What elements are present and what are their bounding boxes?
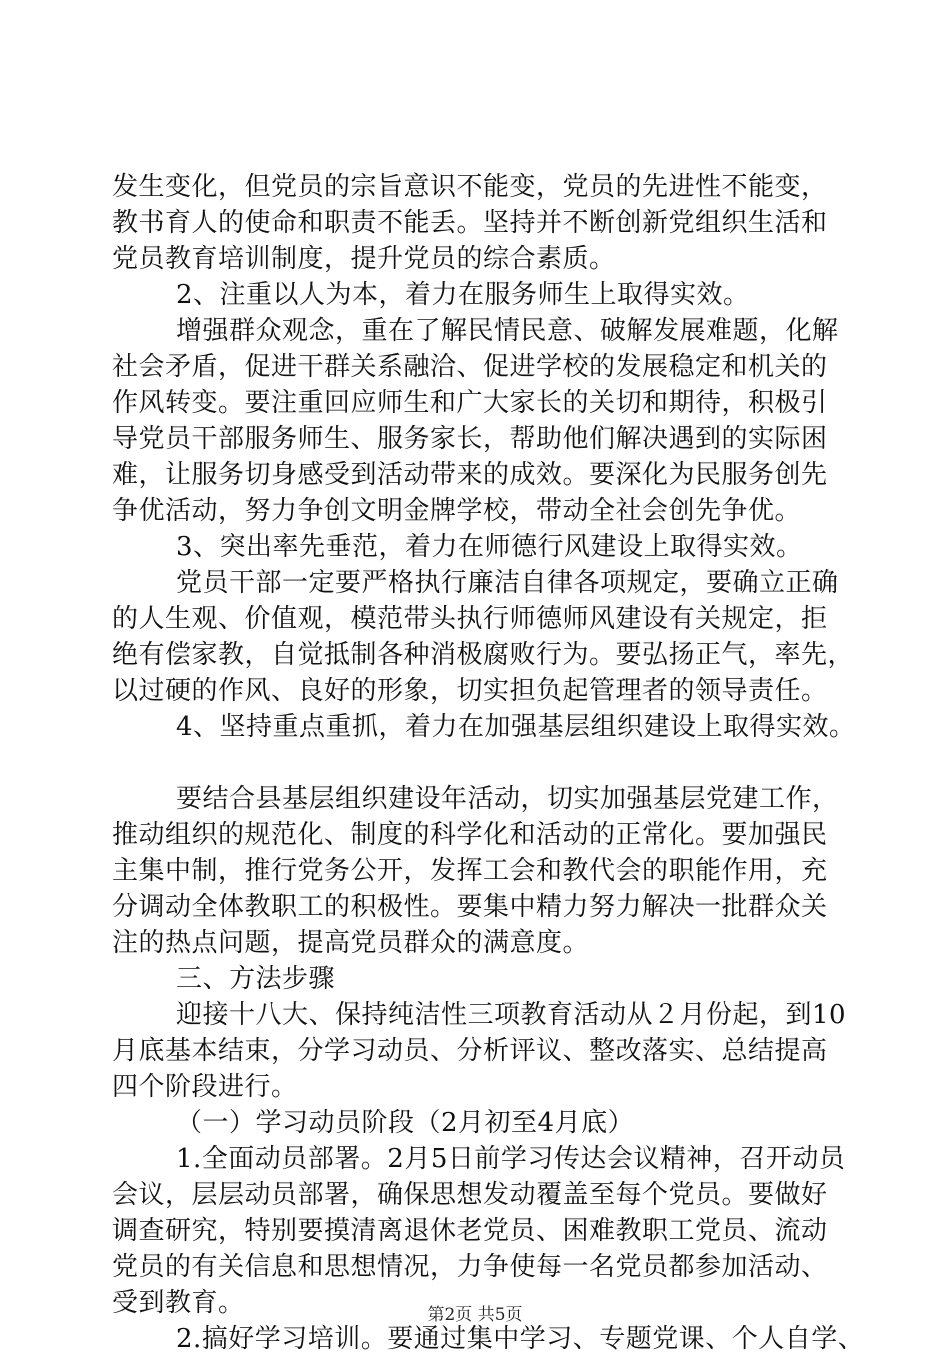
paragraph-line: 要结合县基层组织建设年活动，切实加强基层党建工作，: [176, 784, 839, 814]
paragraph-line: 调查研究，特别要摸清离退休老党员、困难教职工党员、流动: [112, 1216, 828, 1246]
paragraph-line: 分调动全体教职工的积极性。要集中精力努力解决一批群众关: [112, 892, 828, 922]
paragraph-line: 2.搞好学习培训。要通过集中学习、专题党课、个人自学、: [176, 1324, 865, 1354]
paragraph-line: 争优活动，努力争创文明金牌学校，带动全社会创先争优。: [112, 496, 802, 526]
paragraph-line: 迎接十八大、保持纯洁性三项教育活动从２月份起，到10: [176, 1000, 847, 1030]
section-heading: 4、坚持重点重抓，着力在加强基层组织建设上取得实效。: [176, 712, 856, 742]
paragraph-line: 1.全面动员部署。2月5日前学习传达会议精神，召开动员: [176, 1144, 846, 1174]
section-heading: 三、方法步骤: [176, 964, 336, 994]
paragraph-line: 党员教育培训制度，提升党员的综合素质。: [112, 244, 616, 274]
section-heading: （一）学习动员阶段（2月初至4月底）: [176, 1108, 635, 1138]
paragraph-line: 四个阶段进行。: [112, 1072, 298, 1102]
section-heading: 3、突出率先垂范，着力在师德行风建设上取得实效。: [176, 532, 803, 562]
paragraph-line: 发生变化，但党员的宗旨意识不能变，党员的先进性不能变，: [112, 172, 828, 202]
page-number-footer: 第2页 共5页: [427, 1305, 523, 1325]
paragraph-line: 作风转变。要注重回应师生和广大家长的关切和期待，积极引: [112, 388, 828, 418]
paragraph-line: 难，让服务切身感受到活动带来的成效。要深化为民服务创先: [112, 460, 828, 490]
paragraph-line: 注的热点问题，提高党员群众的满意度。: [112, 928, 590, 958]
paragraph-line: 教书育人的使命和职责不能丢。坚持并不断创新党组织生活和: [112, 208, 828, 238]
paragraph-line: 社会矛盾，促进干群关系融洽、促进学校的发展稳定和机关的: [112, 352, 828, 382]
paragraph-line: 的人生观、价值观，模范带头执行师德师风建设有关规定，拒: [112, 604, 828, 634]
paragraph-line: 受到教育。: [112, 1288, 245, 1318]
paragraph-line: 推动组织的规范化、制度的科学化和活动的正常化。要加强民: [112, 820, 828, 850]
paragraph-line: 党员干部一定要严格执行廉洁自律各项规定，要确立正确: [176, 568, 839, 598]
paragraph-line: 导党员干部服务师生、服务家长，帮助他们解决遇到的实际困: [112, 424, 828, 454]
paragraph-line: 主集中制，推行党务公开，发挥工会和教代会的职能作用，充: [112, 856, 828, 886]
paragraph-line: 绝有偿家教，自觉抵制各种消极腐败行为。要弘扬正气，率先，: [112, 640, 855, 670]
section-heading: 2、注重以人为本，着力在服务师生上取得实效。: [176, 280, 750, 310]
paragraph-line: 党员的有关信息和思想情况，力争使每一名党员都参加活动、: [112, 1252, 828, 1282]
paragraph-line: 以过硬的作风、良好的形象，切实担负起管理者的领导责任。: [112, 676, 828, 706]
paragraph-line: 月底基本结束，分学习动员、分析评议、整改落实、总结提高: [112, 1036, 828, 1066]
paragraph-line: 增强群众观念，重在了解民情民意、破解发展难题，化解: [176, 316, 839, 346]
paragraph-line: 会议，层层动员部署，确保思想发动覆盖至每个党员。要做好: [112, 1180, 828, 1210]
